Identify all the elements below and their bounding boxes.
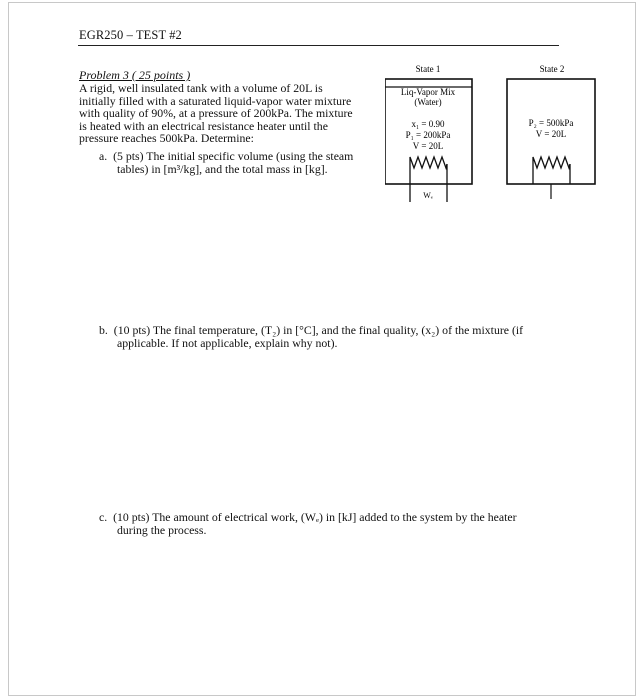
state2-volume: V = 20L bbox=[535, 129, 567, 139]
part-b-line-2: applicable. If not applicable, explain why not). bbox=[117, 336, 338, 350]
part-b bbox=[99, 324, 523, 350]
part-b-text: (10 pts) The final temperature, (T₂) in [°C], and the final quality, (x₂) of the mixture (if bbox=[113, 323, 524, 337]
part-a bbox=[99, 150, 353, 176]
course-code: EGR250 bbox=[79, 28, 124, 42]
problem-line: initially filled with a saturated liquid-vapor water mixture bbox=[79, 93, 352, 108]
state1-pressure: P₁ = 200kPa bbox=[405, 130, 451, 140]
part-c bbox=[99, 511, 517, 537]
part-c-marker: c. bbox=[99, 510, 108, 524]
state1-contents-sub: (Water) bbox=[414, 97, 442, 107]
state2-heater-coil bbox=[533, 157, 570, 168]
state-diagram bbox=[385, 60, 625, 225]
state1-quality: x₁ = 0.90 bbox=[411, 119, 445, 129]
test-header bbox=[79, 28, 182, 43]
state1-label: State 1 bbox=[415, 64, 441, 74]
part-c-line-2: during the process. bbox=[117, 523, 207, 537]
header-separator: – bbox=[123, 28, 136, 42]
part-b-marker: b. bbox=[99, 323, 108, 337]
state1-heater-coil bbox=[410, 157, 447, 168]
state1-volume: V = 20L bbox=[412, 141, 444, 151]
problem-line: with quality of 90%, at a pressure of 200kPa. The mixture bbox=[79, 106, 353, 121]
problem-line: pressure reaches 500kPa. Determine: bbox=[79, 131, 254, 146]
state2-label: State 2 bbox=[539, 64, 565, 74]
problem-line: A rigid, well insulated tank with a volume of 20L is bbox=[79, 81, 323, 95]
test-title: TEST #2 bbox=[135, 28, 182, 42]
part-a-marker: a. bbox=[99, 149, 108, 163]
problem-statement bbox=[79, 82, 379, 145]
state1-contents: Liq-Vapor Mix bbox=[400, 87, 456, 97]
state2-pressure: P₂ = 500kPa bbox=[528, 118, 574, 128]
header-rule bbox=[78, 45, 559, 46]
part-c-text: (10 pts) The amount of electrical work, (Wₑ) in [kJ] added to the system by the heater bbox=[113, 510, 517, 524]
part-a-text: (5 pts) The initial specific volume (using the steam bbox=[113, 149, 354, 163]
problem-title: Problem 3 ( 25 points ) bbox=[79, 68, 191, 82]
work-label: Wₑ bbox=[423, 191, 433, 200]
part-a-line-2: tables) in [m³/kg], and the total mass in [kg]. bbox=[117, 162, 328, 176]
problem-line: is heated with an electrical resistance heater until the bbox=[79, 118, 328, 133]
state-diagram-svg bbox=[385, 60, 625, 220]
